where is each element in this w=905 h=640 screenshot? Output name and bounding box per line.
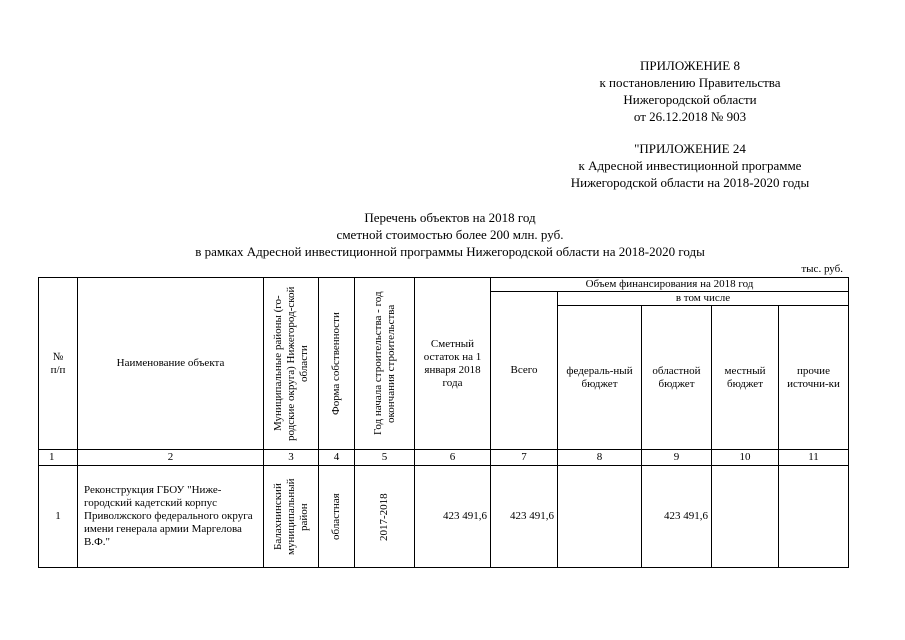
row-federal	[558, 466, 642, 568]
row-ownership-text: областная	[330, 493, 342, 540]
appendix-8-line-3: от 26.12.2018 № 903	[633, 109, 747, 124]
row-years-text: 2017-2018	[378, 492, 390, 541]
header-total: Всего	[491, 292, 558, 450]
column-number: 4	[319, 450, 355, 466]
document-title-line-1: Перечень объектов на 2018 год	[364, 210, 536, 225]
appendix-8-line-2: Нижегородской области	[623, 92, 757, 107]
row-ownership	[319, 466, 355, 568]
row-total: 423 491,6	[491, 466, 558, 568]
header-federal: федераль-ный бюджет	[558, 306, 642, 450]
column-number: 6	[415, 450, 491, 466]
column-number: 9	[642, 450, 712, 466]
document-title-line-3: в рамках Адресной инвестиционной программы Нижегородской области на 2018-2020 годы	[195, 244, 705, 259]
appendix-24-line-1: к Адресной инвестиционной программе	[578, 158, 802, 173]
header-ownership	[319, 278, 355, 450]
row-municipality-text: Балахнинский муниципальный район	[271, 478, 310, 555]
appendix-24-title: "ПРИЛОЖЕНИЕ 24	[634, 141, 746, 156]
appendix-8-title: ПРИЛОЖЕНИЕ 8	[640, 58, 740, 73]
header-num: № п/п	[39, 278, 78, 450]
row-regional: 423 491,6	[642, 466, 712, 568]
document-title	[100, 209, 800, 260]
header-local: местный бюджет	[712, 306, 779, 450]
header-ownership-text: Форма собственности	[330, 312, 342, 415]
header-municipality-text: Муниципальные районы (го-родские округа) Нижегород-ской области	[271, 286, 310, 441]
column-number: 7	[491, 450, 558, 466]
row-years	[355, 466, 415, 568]
row-name: Реконструкция ГБОУ "Ниже-городский кадетский корпус Приволжского федерального округа имени генерала армии Маргелова В.Ф."	[78, 466, 264, 568]
row-other	[779, 466, 849, 568]
header-regional: областной бюджет	[642, 306, 712, 450]
row-municipality	[264, 466, 319, 568]
header-years	[355, 278, 415, 450]
header-municipality	[264, 278, 319, 450]
column-number: 3	[264, 450, 319, 466]
header-name: Наименование объекта	[78, 278, 264, 450]
column-number: 8	[558, 450, 642, 466]
appendix-8-header	[555, 57, 825, 125]
document-title-line-2: сметной стоимостью более 200 млн. руб.	[336, 227, 564, 242]
row-local	[712, 466, 779, 568]
column-number: 11	[779, 450, 849, 466]
table-row	[39, 466, 849, 568]
units-label: тыс. руб.	[801, 263, 843, 275]
appendix-8-line-1: к постановлению Правительства	[599, 75, 781, 90]
column-number: 1	[39, 450, 78, 466]
row-num: 1	[39, 466, 78, 568]
header-financing: Объем финансирования на 2018 год	[491, 278, 849, 292]
column-number: 10	[712, 450, 779, 466]
header-remainder: Сметный остаток на 1 января 2018 года	[415, 278, 491, 450]
header-years-text: Год начала строительства - год окончания строительства	[371, 291, 397, 436]
header-including: в том числе	[558, 292, 849, 306]
appendix-24-line-2: Нижегородской области на 2018-2020 годы	[570, 175, 810, 190]
objects-table	[38, 277, 849, 568]
row-remainder: 423 491,6	[415, 466, 491, 568]
appendix-24-header	[545, 140, 835, 191]
header-other: прочие источни-ки	[779, 306, 849, 450]
column-numbers-row	[39, 450, 849, 466]
column-number: 5	[355, 450, 415, 466]
column-number: 2	[78, 450, 264, 466]
